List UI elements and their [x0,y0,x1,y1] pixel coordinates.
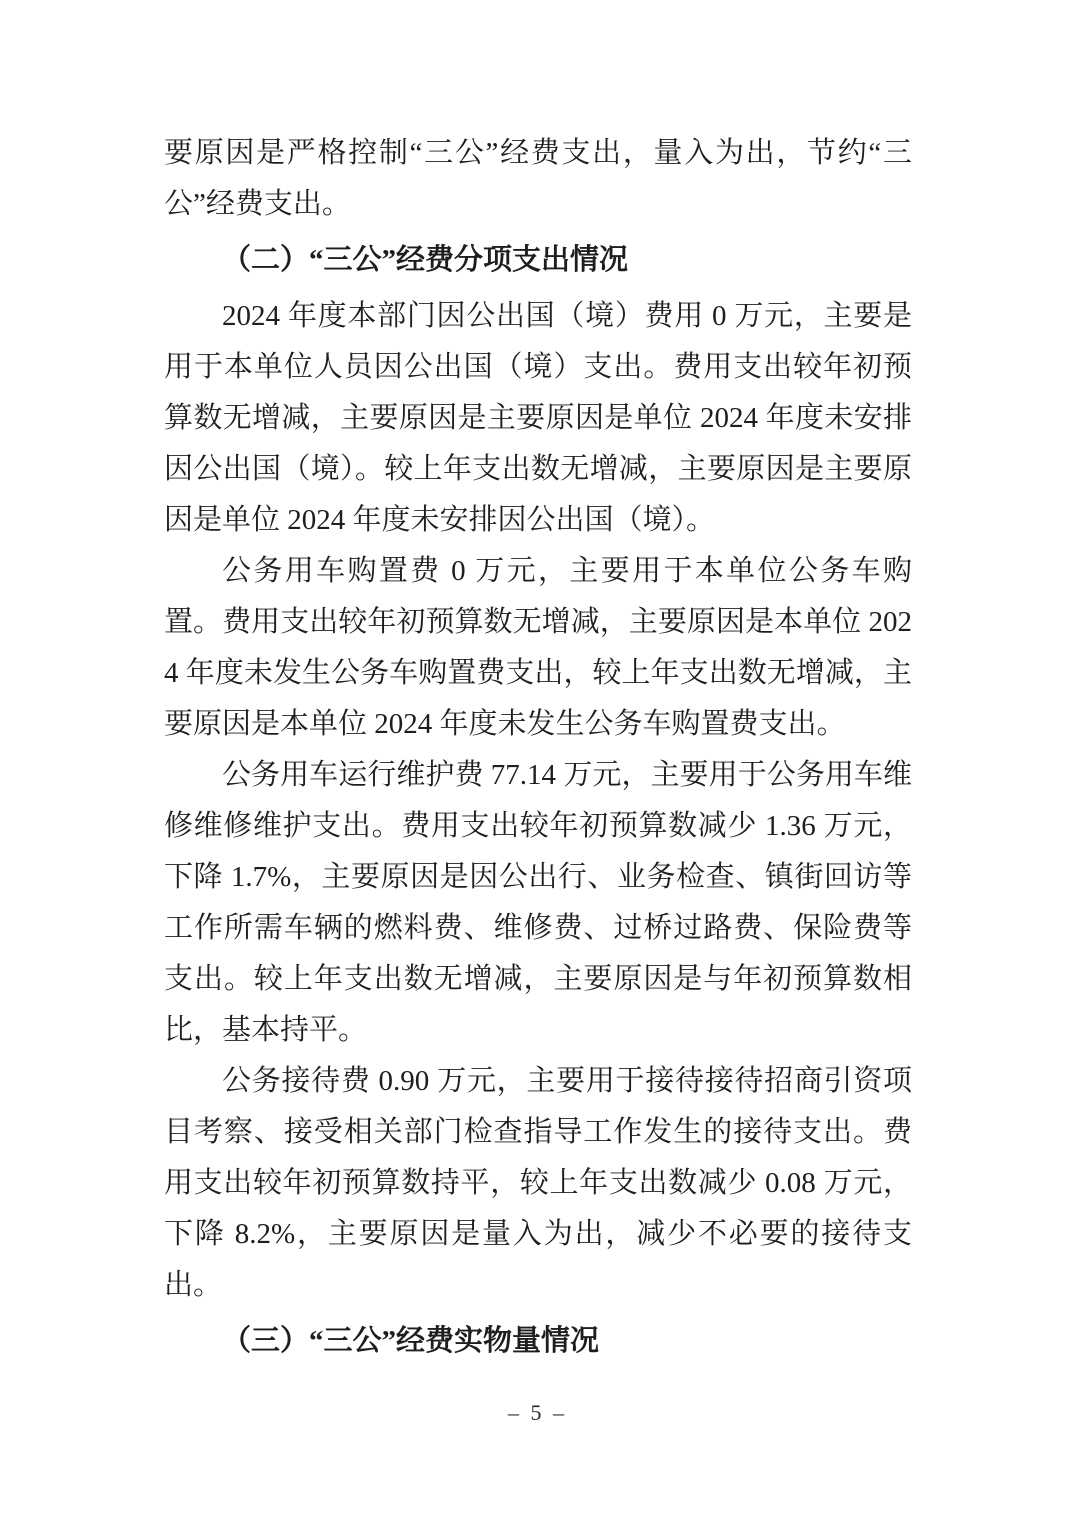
document-body [164,128,912,1372]
paragraph-continuation: 要原因是严格控制“三公”经费支出，量入为出，节约“三公”经费支出。 [164,137,912,220]
paragraph-official-reception: 公务接待费 0.90 万元，主要用于接待接待招商引资项目考察、接受相关部门检查指导工作发生的接待支出。费用支出较年初预算数持平，较上年支出数减少 0.08 万元，下降 8.2%，主要原因是量入为出，减少不必要的接待支出。 [164,1065,912,1301]
paragraph-vehicle-purchase: 公务用车购置费 0 万元，主要用于本单位公务车购置。费用支出较年初预算数无增减，主要原因是本单位 2024 年度未发生公务车购置费支出，较上年支出数无增减，主要原因是本单位 2024 年度未发生公务车购置费支出。 [164,555,912,740]
section-heading-three: （三）“三公”经费实物量情况 [222,1325,600,1357]
section-heading-two: （二）“三公”经费分项支出情况 [222,244,629,276]
paragraph-abroad-expense: 2024 年度本部门因公出国（境）费用 0 万元，主要是用于本单位人员因公出国（境）支出。费用支出较年初预算数无增减，主要原因是主要原因是单位 2024 年度未安排因公出国（境）。较上年支出数无增减，主要原因是主要原因是单位 2024 年度未安排因公出国（境）。 [164,300,912,536]
paragraph-vehicle-maintenance: 公务用车运行维护费 77.14 万元，主要用于公务用车维修维修维护支出。费用支出较年初预算数减少 1.36 万元，下降 1.7%，主要原因是因公出行、业务检查、镇街回访等工作所需车辆的燃料费、维修费、过桥过路费、保险费等支出。较上年支出数无增减，主要原因是与年初预算数相比，基本持平。 [164,759,912,1046]
page-number: – 5 – [508,1400,567,1425]
